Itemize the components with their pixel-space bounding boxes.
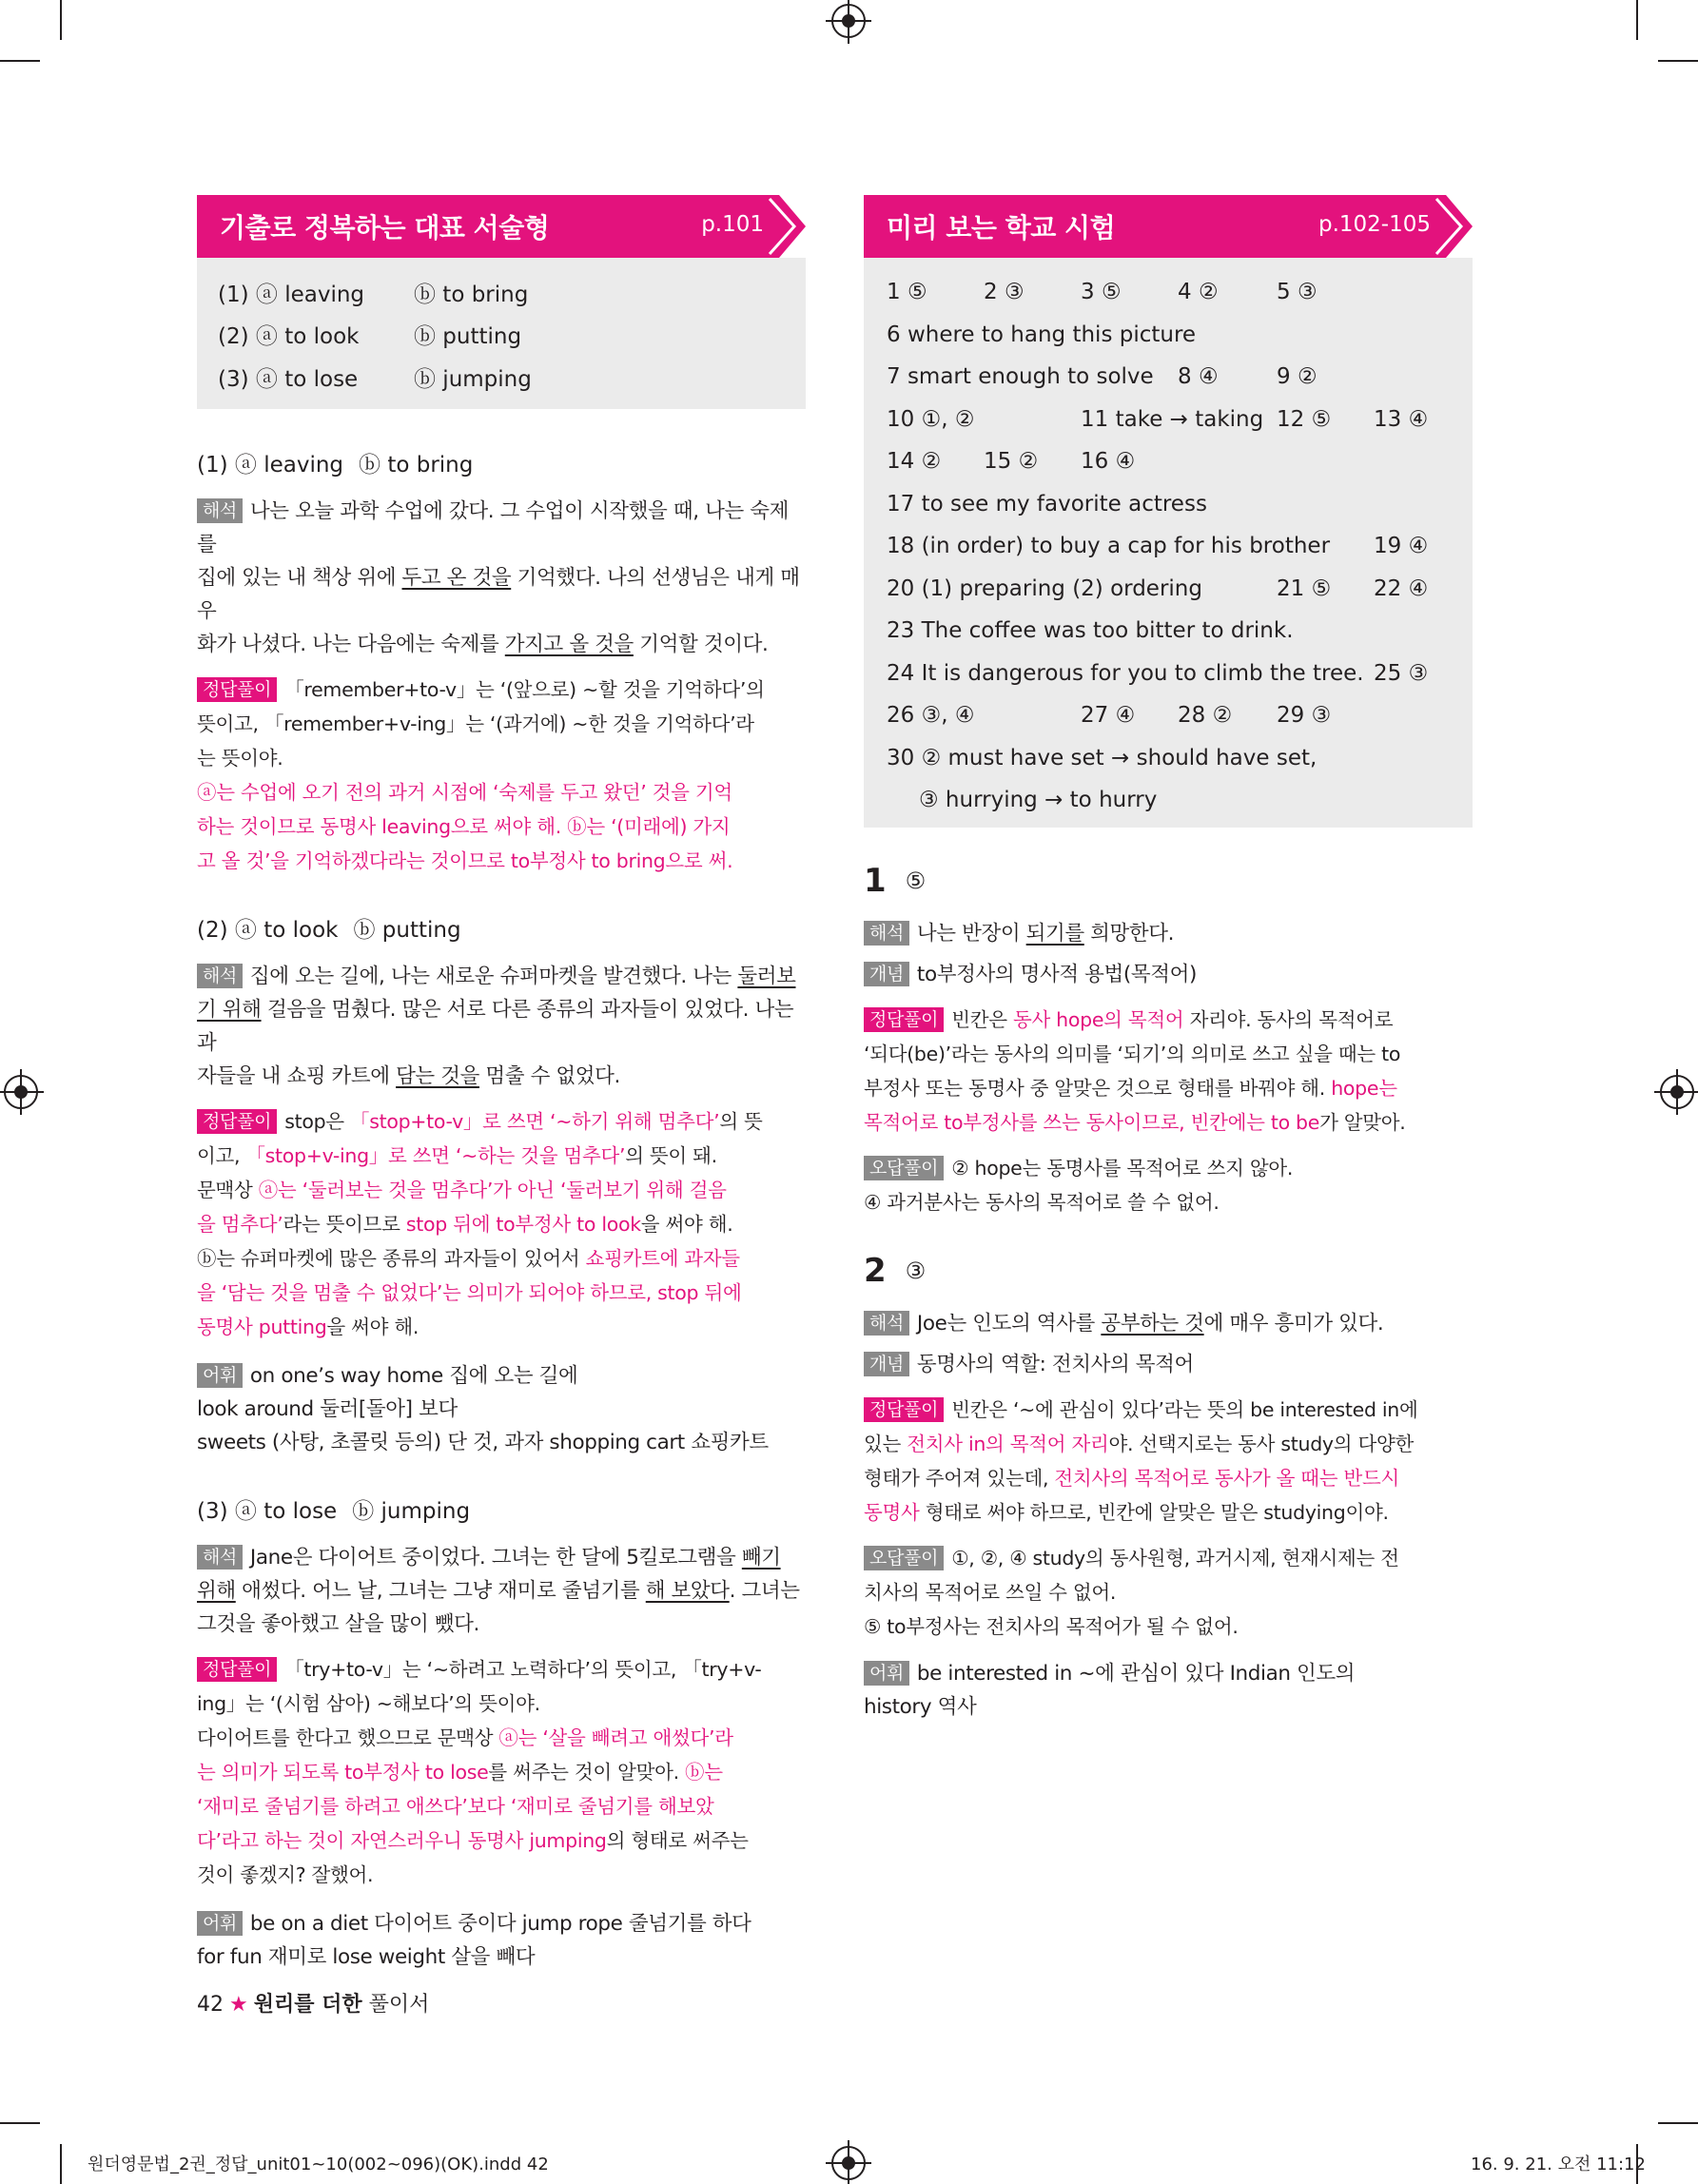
- answer-box: [864, 258, 1473, 828]
- label-translation: 해석: [864, 1311, 909, 1336]
- concept: 개념 to부정사의 명사적 용법(목적어): [864, 958, 1473, 991]
- label-translation: 해석: [197, 1545, 243, 1570]
- label-translation: 해석: [197, 498, 243, 523]
- question-heading: (2) ⓐ to look ⓑ putting: [197, 918, 461, 943]
- crop-mark: [1636, 0, 1638, 40]
- label-vocab: 어휘: [197, 1911, 243, 1936]
- wrong-answer-note: 오답풀이 ② hope는 동명사를 목적어로 쓰지 않아. ④ 과거분사는 동사의 목적어로 쓸 수 없어.: [864, 1157, 1294, 1214]
- solution: 정답풀이 「try+to-v」는 ‘~하려고 노력하다’의 뜻이고, 「try+v- ing」는 ‘(시험 삼아) ~해보다’의 뜻이야. 다이어트를 한다고 했으므로 문맥상 ⓐ는 ‘살을 빼려고 애썼다’라 는 의미가 되도록 to부정사 to lose를 써주는 것이 알맞아. ⓑ는 ‘재미로 줄넘기를 하려고 애쓰다’보다 ‘재미로 줄넘기를 해보았 다’라고 하는 것이 자연스러우니 동명사 jumping의 형태로 써주는 것이 좋겠지? 잘했어.: [197, 1658, 762, 1886]
- answer-row: 20 (1) preparing (2) ordering 21 ⑤ 22 ④: [887, 575, 1429, 601]
- answer-row: 10 ①, ② 11 take → taking 12 ⑤ 13 ④: [887, 406, 1429, 432]
- crop-mark: [0, 60, 40, 62]
- label-solution: 정답풀이: [864, 1007, 944, 1032]
- label-wrong: 오답풀이: [864, 1546, 944, 1570]
- translation: 해석 나는 오늘 과학 수업에 갔다. 그 수업이 시작했을 때, 나는 숙제를 집에 있는 내 책상 위에 두고 온 것을 기억했다. 나의 선생님은 내게 매우 화가 나셨다. 나는 다음에는 숙제를 가지고 올 것을 기억할 것이다.: [197, 499, 800, 656]
- answer-box: [197, 258, 806, 409]
- page-number: 42: [197, 1993, 224, 2017]
- answer-number: 2 ③: [864, 1252, 927, 1290]
- vocabulary: 어휘 be interested in ~에 관심이 있다 Indian 인도의 history 역사: [864, 1662, 1356, 1719]
- answer-row: 1 ⑤ 2 ③ 3 ⑤ 4 ② 5 ③: [887, 280, 1317, 305]
- answer-row: (1) ⓐ leaving ⓑ to bring: [218, 282, 529, 307]
- label-solution: 정답풀이: [197, 1109, 277, 1134]
- solution: 정답풀이 빈칸은 동사 hope의 목적어 자리야. 동사의 목적어로 ‘되다(be)’라는 동사의 의미를 ‘되기’의 의미로 쓰고 싶을 때는 to 부정사 또는 동명사 중 알맞은 것으로 형태를 바꿔야 해. hope는 목적어로 to부정사를 쓰는 동사이므로, 빈칸에는 to be가 알맞아.: [864, 1008, 1406, 1134]
- answer-row: (3) ⓐ to lose ⓑ jumping: [218, 366, 532, 392]
- registration-mark-icon: [831, 2146, 866, 2180]
- crop-mark: [60, 2144, 62, 2184]
- wrong-answer-note: 오답풀이 ①, ②, ④ study의 동사원형, 과거시제, 현재시제는 전 치사의 목적어로 쓰일 수 없어. ⑤ to부정사는 전치사의 목적어가 될 수 없어.: [864, 1547, 1399, 1638]
- section-banner: [197, 195, 806, 258]
- date-slug: 16. 9. 21. 오전 11:12: [1471, 2155, 1646, 2174]
- file-slug: 원더영문법_2권_정답_unit01~10(002~096)(OK).indd 42: [88, 2155, 549, 2174]
- crop-mark: [1658, 60, 1698, 62]
- page-footer: [197, 1988, 429, 2018]
- answer-row: (2) ⓐ to look ⓑ putting: [218, 324, 522, 350]
- label-solution: 정답풀이: [864, 1397, 944, 1422]
- label-concept: 개념: [864, 1352, 909, 1376]
- answer-row: 7 smart enough to solve 8 ④ 9 ②: [887, 364, 1317, 390]
- registration-mark-icon: [831, 4, 866, 38]
- banner-page: p.102-105: [1317, 212, 1431, 237]
- vocabulary: 어휘 on one’s way home 집에 오는 길에 look around 둘러[돌아] 보다 sweets (사탕, 초콜릿 등의) 단 것, 과자 shopping cart 쇼핑카트: [197, 1364, 769, 1454]
- question-heading: (1) ⓐ leaving ⓑ to bring: [197, 453, 474, 478]
- answer-row: 24 It is dangerous for you to climb the tree. 25 ③: [887, 660, 1429, 686]
- label-vocab: 어휘: [197, 1363, 243, 1388]
- question-heading: (3) ⓐ to lose ⓑ jumping: [197, 1499, 471, 1524]
- translation: 해석 Joe는 인도의 역사를 공부하는 것에 매우 흥미가 있다.: [864, 1307, 1473, 1340]
- banner-title: 기출로 정복하는 대표 서술형: [220, 212, 550, 244]
- label-translation: 해석: [864, 921, 909, 946]
- label-concept: 개념: [864, 962, 909, 986]
- answer-row: 26 ③, ④ 27 ④ 28 ② 29 ③: [887, 703, 1332, 729]
- crop-mark: [0, 2122, 40, 2124]
- label-translation: 해석: [197, 964, 243, 988]
- translation: 해석 집에 오는 길에, 나는 새로운 슈퍼마켓을 발견했다. 나는 둘러보 기 위해 걸음을 멈췄다. 많은 서로 다른 종류의 과자들이 있었다. 나는 과 자들을 내 쇼핑 카트에 담는 것을 멈출 수 없었다.: [197, 965, 796, 1088]
- answer-row: 6 where to hang this picture: [887, 322, 1197, 347]
- answer-row: 18 (in order) to buy a cap for his brother 19 ④: [887, 534, 1429, 559]
- label-solution: 정답풀이: [197, 1657, 277, 1682]
- translation: 해석 Jane은 다이어트 중이었다. 그녀는 한 달에 5킬로그램을 빼기 위해 애썼다. 어느 날, 그녀는 그냥 재미로 줄넘기를 해 보았다. 그녀는 그것을 좋아했고 살을 많이 뺐다.: [197, 1546, 800, 1636]
- banner-title: 미리 보는 학교 시험: [887, 212, 1116, 244]
- banner-page: p.101: [701, 212, 764, 237]
- vocabulary: 어휘 be on a diet 다이어트 중이다 jump rope 줄넘기를 하다 for fun 재미로 lose weight 살을 빼다: [197, 1912, 751, 1969]
- solution: 정답풀이 빈칸은 ‘~에 관심이 있다’라는 뜻의 be interested in에 있는 전치사 in의 목적어 자리야. 선택지로는 동사 study의 다양한 형태가 주어져 있는데, 전치사의 목적어로 동사가 올 때는 반드시 동명사 형태로 써야 하므로, 빈칸에 알맞은 말은 studying이야.: [864, 1398, 1418, 1524]
- answer-row: 23 The coffee was too bitter to drink.: [887, 618, 1294, 644]
- book-title-bold: 원리를 더한: [253, 1993, 362, 2017]
- crop-mark: [1658, 2122, 1698, 2124]
- right-column: [864, 195, 1473, 1724]
- solution: 정답풀이 「remember+to-v」는 ‘(앞으로) ~할 것을 기억하다’의 뜻이고, 「remember+v-ing」는 ‘(과거에) ~한 것을 기억하다’라 는 뜻이야. ⓐ는 수업에 오기 전의 과거 시점에 ‘숙제를 두고 왔던’ 것을 기억 하는 것이므로 동명사 leaving으로 써야 해. ⓑ는 ‘(미래에) 가지 고 올 것’을 기억하겠다라는 것이므로 to부정사 to bring으로 써.: [197, 678, 765, 872]
- answer-row: ③ hurrying → to hurry: [919, 788, 1158, 813]
- translation: 해석 나는 반장이 되기를 희망한다.: [864, 917, 1473, 950]
- registration-mark-icon: [4, 1075, 38, 1109]
- registration-mark-icon: [1660, 1075, 1694, 1109]
- solution: 정답풀이 stop은 「stop+to-v」로 쓰면 ‘~하기 위해 멈추다’의 뜻 이고, 「stop+v-ing」로 쓰면 ‘~하는 것을 멈추다’의 뜻이 돼. 문맥상 ⓐ는 ‘둘러보는 것을 멈추다’가 아닌 ‘둘러보기 위해 걸음 을 멈추다’라는 뜻이므로 stop 뒤에 to부정사 to look을 써야 해. ⓑ는 슈퍼마켓에 많은 종류의 과자들이 있어서 쇼핑카트에 과자들 을 ‘담는 것을 멈출 수 없었다’는 의미가 되어야 하므로, stop 뒤에 동명사 putting을 써야 해.: [197, 1110, 763, 1338]
- answer-row: 30 ② must have set → should have set,: [887, 745, 1317, 770]
- label-vocab: 어휘: [864, 1661, 909, 1686]
- answer-row: 17 to see my favorite actress: [887, 491, 1207, 517]
- star-icon: ★: [229, 1993, 248, 2017]
- concept: 개념 동명사의 역할: 전치사의 목적어: [864, 1348, 1473, 1381]
- answer-row: 14 ② 15 ② 16 ④: [887, 449, 1136, 475]
- label-solution: 정답풀이: [197, 677, 277, 702]
- answer-number: 1 ⑤: [864, 862, 927, 900]
- left-column: [197, 195, 806, 1974]
- book-title-rest: 풀이서: [361, 1993, 430, 2017]
- label-wrong: 오답풀이: [864, 1156, 944, 1180]
- section-banner: [864, 195, 1473, 258]
- crop-mark: [60, 0, 62, 40]
